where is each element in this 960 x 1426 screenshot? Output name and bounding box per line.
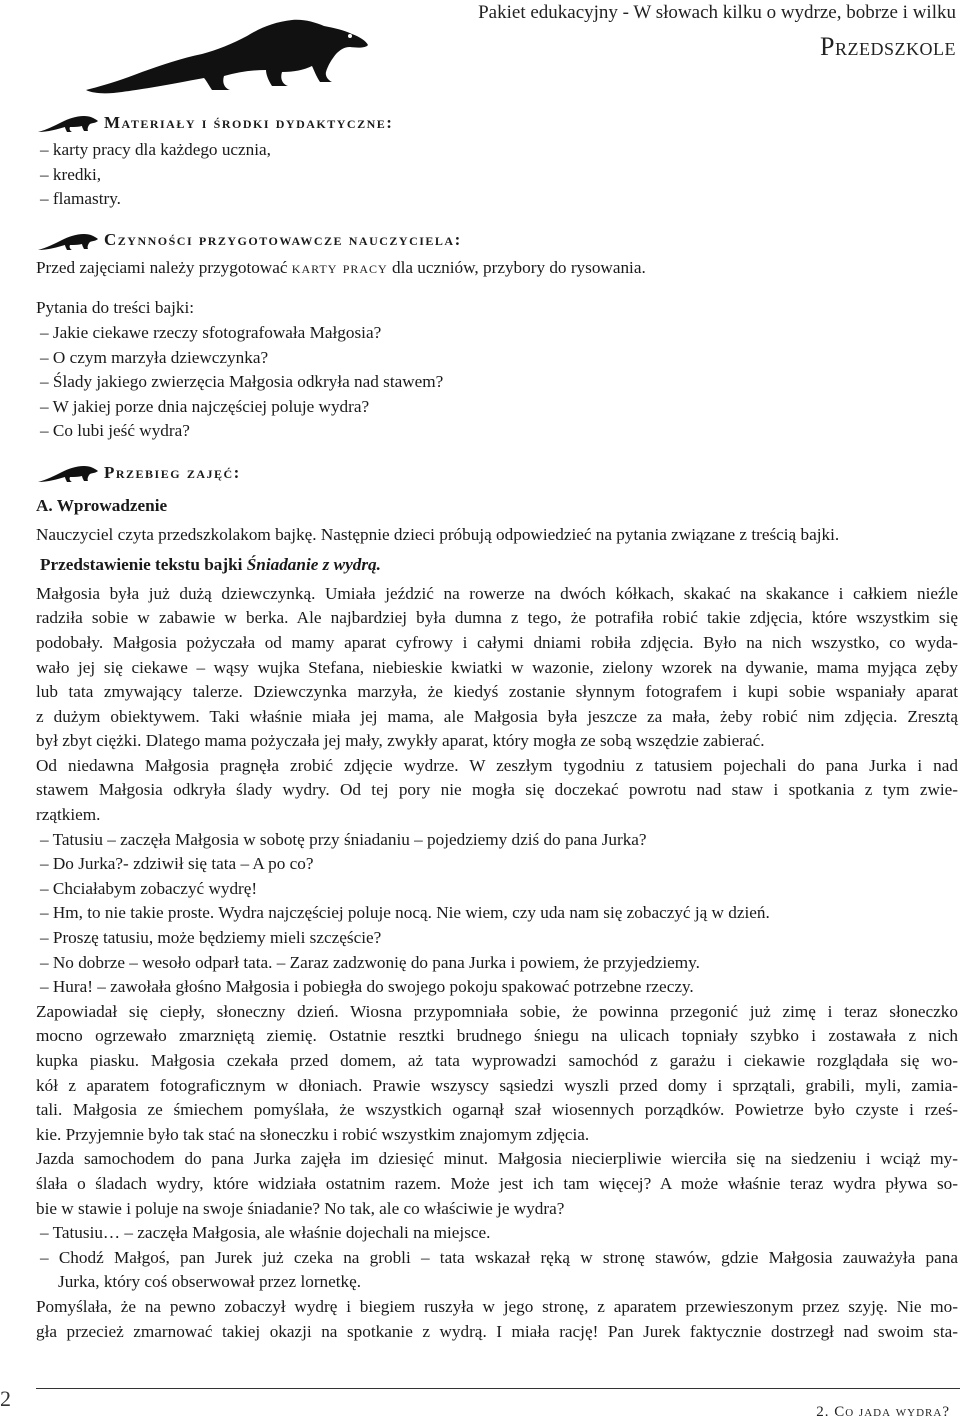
header-subtitle: Przedszkole (820, 32, 956, 61)
story-line: kupka piasku. Małgosia czekała przed domem, aż tata wyprowadzi samochód z garażu i ciekawie rozglądała się wo- (36, 1051, 958, 1070)
story-line: z dużym obiektywem. Taki właśnie miała jej mama, ale Małgosia była jeszcze za mała, żeby robić nim zdjęcia. Zresztą (36, 706, 958, 726)
otter-icon (36, 112, 100, 134)
question-4: – W jakiej porze dnia najczęściej poluje wydra? (40, 396, 370, 416)
story-line: wało jej się ciekawe – wąsy wujka Stefana, niebieskie kwiatki w wazonie, zielony wzorek na dywanie, mama myjąca zęby (36, 657, 958, 677)
story-line: gła przecież zmarnować takiej okazji na spotkanie z wydrą. I miała rację! Pan Jurek faktycznie dostrzegł nad swoim sta- (36, 1321, 958, 1341)
story-line: stawem Małgosia odkryła ślady wydry. Od tej pory nie mogła się doczekać powrotu nad staw i spotkania z tym zwie- (36, 780, 958, 800)
story-line: kół z aparatem fotograficznym w dłoniach. Prawie wszyscy sąsiedzi wyszli przed domy i sprzątali, grabili, myli, zamia- (36, 1075, 958, 1095)
otter-logo-icon (82, 10, 372, 96)
story-line: – Do Jurka?- zdziwił się tata – A po co? (40, 854, 314, 874)
story-line: Od niedawna Małgosia pragnęła zrobić zdjęcie wydrze. W zeszłym tygodniu z tatusiem pojechali do pana Jurka i nad (36, 755, 958, 775)
page-number: 2 (0, 1386, 11, 1411)
section-course-title: Przebieg zajęć: (104, 462, 241, 482)
story-line: – Chciałabym zobaczyć wydrę! (40, 878, 258, 898)
header-title: Pakiet edukacyjny - W słowach kilku o wydrze, bobrze i wilku (478, 2, 956, 23)
intro-text: Nauczyciel czyta przedszkolakom bajkę. Następnie dzieci próbują odpowiedzieć na pytania związane z treścią bajki. (36, 524, 840, 544)
story-line: Małgosia była już dużą dziewczynką. Umiała jeździć na rowerze na dwóch kółkach, skakać na skakance i całkiem nieźle (36, 583, 958, 603)
story-line: Jazda samochodem do pana Jurka zajęła im dziesięć minut. Małgosia niecierpliwie wierciła się na siedzeniu i wciąż my- (36, 1149, 958, 1169)
section-materials-heading (36, 108, 958, 138)
story-line: – Hm, to nie takie proste. Wydra najczęściej poluje nocą. Nie wiem, czy uda nam się zobaczyć ją w dzień. (40, 903, 770, 923)
questions-title: Pytania do treści bajki: (36, 298, 194, 318)
story-line: podobały. Małgosia pożyczała od mamy aparat cyfrowy i całymi dniami robiła zdjęcia. Było na nich wszystko, co wyda- (36, 632, 958, 652)
section-course-heading (36, 458, 958, 488)
materials-item-1: – karty pracy dla każdego ucznia, (40, 140, 271, 159)
story-line: lub tata zmywający talerze. Dziewczynka marzyła, że kiedyś zostanie słynnym fotografem i kupi sobie wspaniały aparat (36, 682, 958, 702)
question-3: – Ślady jakiego zwierzęcia Małgosia odkryła nad stawem? (40, 372, 444, 392)
story-line: mocno ogrzewało zmarzniętą ziemię. Ostatnie resztki brudnego śniegu na ulicach topniały szybko i zostawała z nich (36, 1026, 958, 1046)
story-line: – Tatusiu… – zaczęła Małgosia, ale właśnie dojechali na miejsce. (40, 1223, 491, 1243)
question-5: – Co lubi jeść wydra? (40, 421, 190, 441)
footer-chapter: 2. Co jada wydra? (816, 1404, 950, 1420)
story-line: bie w stawie i poluje na swoje śniadanie? No tak, ale co właściwie je wydra? (36, 1198, 565, 1218)
story-line: – Tatusiu – zaczęła Małgosia w sobotę przy śniadaniu – pojedziemy dziś do pana Jurka? (40, 829, 647, 849)
story-line: Jurka, który coś obserwował przez lornetkę. (58, 1272, 362, 1292)
story-line: tali. Małgosia ze śmiechem pomyślała, że wszystkich ogarnął szał wiosennych porządków. Powietrze było czyste i rześ- (36, 1100, 958, 1120)
question-2: – O czym marzyła dziewczynka? (40, 347, 269, 367)
story-line: był zbyt ciężki. Dlatego mama pożyczała jej mały, zwykły aparat, który mogła ze sobą wszędzie zabierać. (36, 731, 765, 751)
story-line: ślała o śladach wydry, które widziała ostatnim razem. Może jest ich tam więcej? A może właśnie teraz wydra pływa so- (36, 1173, 958, 1193)
story-line: Zapowiadał się ciepły, słoneczny dzień. Wiosna przypomniała sobie, że powinna przegonić już zimę i teraz słoneczko (36, 1001, 958, 1021)
section-materials-title: Materiały i środki dydaktyczne: (104, 112, 394, 132)
story-line: – Proszę tatusiu, może będziemy mieli szczęście? (40, 928, 382, 948)
story-line: – No dobrze – wesoło odparł tata. – Zaraz zadzwonię do pana Jurka i powiem, że przyjedziemy. (40, 952, 700, 972)
otter-icon (36, 462, 100, 484)
story-line: Pomyślała, że na pewno zobaczył wydrę i biegiem ruszyła w jego stronę, z aparatem przewieszonym przez szyję. Nie mo- (36, 1296, 958, 1316)
materials-item-2: – kredki, (40, 164, 102, 184)
materials-item-3: – flamastry. (40, 189, 121, 209)
subsection-title: A. Wprowadzenie (36, 495, 168, 515)
section-prep-heading (36, 226, 958, 256)
story-text (36, 582, 958, 1344)
section-prep-title: Czynności przygotowawcze nauczyciela: (104, 230, 462, 250)
story-line: rzątkiem. (36, 805, 101, 825)
question-1: – Jakie ciekawe rzeczy sfotografowała Małgosia? (40, 322, 382, 342)
story-line: – Hura! – zawołała głośno Małgosia i pobiegła do swojego pokoju spakować potrzebne rzeczy. (40, 977, 694, 997)
footer-divider (36, 1388, 960, 1389)
story-title: Przedstawienie tekstu bajki Śniadanie z wydrą. (40, 555, 381, 575)
prep-text: Przed zajęciami należy przygotować karty pracy dla uczniów, przybory do rysowania. (36, 257, 646, 277)
story-line: kie. Przyjemnie było tak stać na słoneczku i robić wszystkim znajomym zdjęcia. (36, 1124, 590, 1144)
story-line: – Chodź Małgoś, pan Jurek już czeka na grobli – tata wskazał ręką w stronę stawów, gdzie Małgosia zauważyła pana (40, 1247, 958, 1267)
story-line: radziła sobie w zabawie w berka. Ale najbardziej była dumna z tego, że potrafiła robić takie zdjęcia, które wszystkim się (36, 608, 958, 628)
otter-icon (36, 230, 100, 252)
content (36, 108, 958, 1344)
